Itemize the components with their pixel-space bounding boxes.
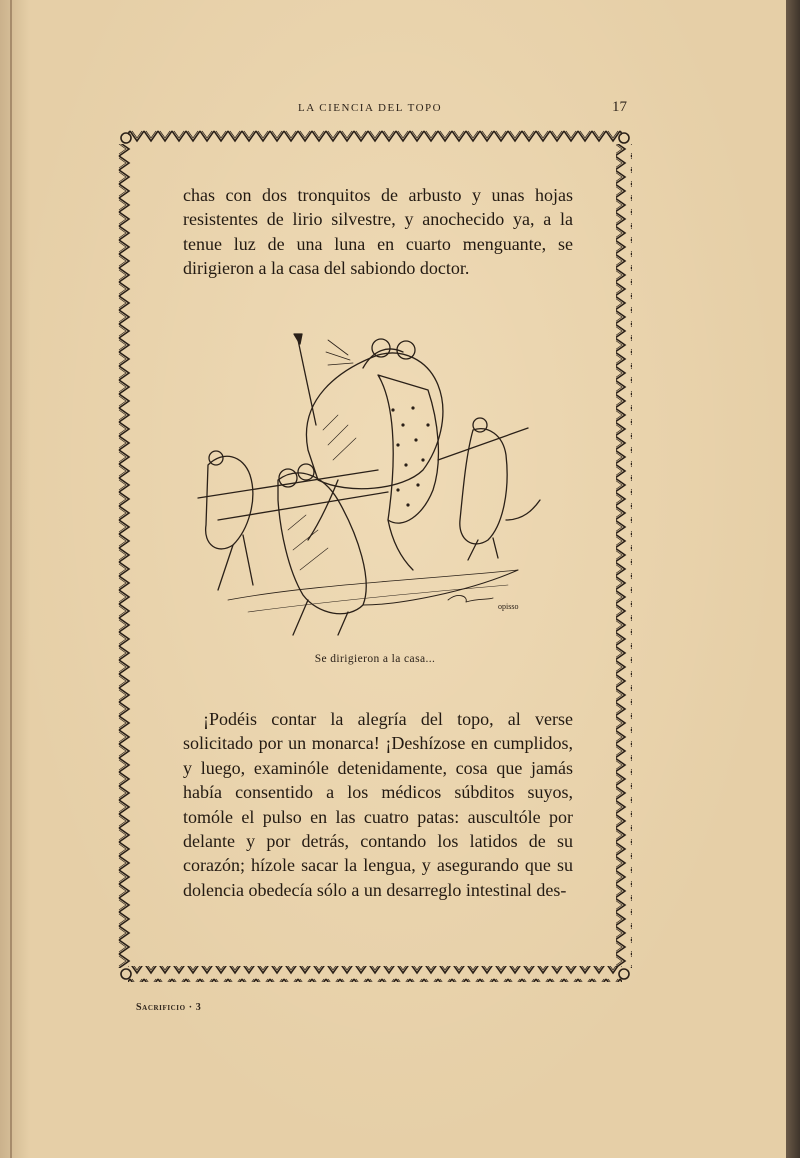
illustration (188, 330, 568, 645)
paragraph-text: ¡Podéis contar la alegría del topo, al verse solicitado por un monarca! ¡Deshízose en cumplidos, y luego, examinóle detenidamente, cosa que jamás había consentido a los médicos súbditos suyos, tomóle el pulso en las cuatro patas: auscultóle por delante y por detrás, contando los latidos de su corazón; hízole sacar la lengua, y asegurando que su dolencia obedecía sólo a un desarreglo intestinal des- (183, 709, 573, 900)
illustration-caption: Se dirigieron a la casa... (314, 653, 436, 665)
paragraph (183, 707, 573, 902)
running-title: LA CIENCIA DEL TOPO (298, 102, 443, 114)
paragraph-text: chas con dos tronquitos de arbusto y unas hojas resistentes de lirio silvestre, y anochecido ya, a la tenue luz de una luna en cuarto menguante, se dirigieron a la casa del sabiondo doctor. (183, 185, 573, 279)
book-cover-edge (786, 0, 800, 1158)
running-head (0, 99, 740, 122)
mice-carrying-king-illustration-icon (188, 330, 568, 645)
binding-edge (10, 0, 12, 1158)
artist-signature: opisso (498, 602, 519, 611)
paragraph-continued (183, 183, 573, 281)
page-number: 17 (612, 99, 627, 115)
printer-signature: Sacrificio · 3 (136, 1002, 202, 1013)
